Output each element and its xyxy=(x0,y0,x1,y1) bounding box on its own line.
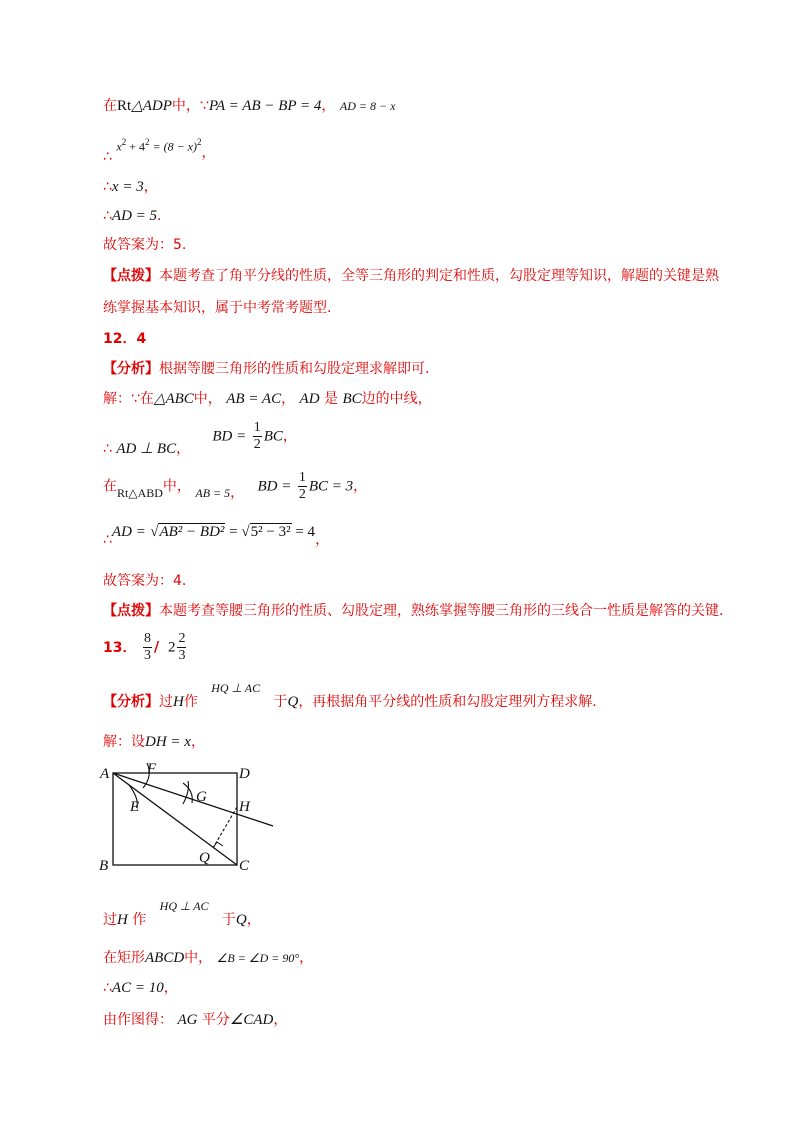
comma: ， xyxy=(299,950,314,966)
therefore-symbol: ∴ xyxy=(103,440,112,457)
frac-den: 2 xyxy=(298,487,306,502)
math-sup: 2 xyxy=(197,137,202,147)
label-f: F xyxy=(147,761,157,777)
comma: ， xyxy=(273,1012,288,1028)
text-zhong: 中， xyxy=(184,950,213,966)
comma: ， xyxy=(143,179,158,195)
solution-label: 解：设 xyxy=(103,734,145,750)
math-ab-5: AB = 5 xyxy=(195,485,231,500)
math-q: Q xyxy=(235,912,247,928)
math-angle-cad: ∠CAD xyxy=(229,1012,274,1028)
comma: ， xyxy=(353,478,368,495)
slash: / xyxy=(153,639,160,656)
math-bc: BC xyxy=(342,391,362,407)
line-rt-adp xyxy=(103,96,395,116)
note-text: 本题考查等腰三角形的性质、勾股定理，熟练掌握等腰三角形的三线合一性质是解答的关键. xyxy=(159,603,724,619)
q13-perp-line xyxy=(103,898,261,928)
text-zai: 在 xyxy=(139,391,154,407)
geometry-figure xyxy=(95,758,285,873)
text-by-construction: 由作图得： xyxy=(103,1012,173,1028)
text-yu: 于 xyxy=(273,694,288,710)
math-ad-eq: AD = 8 − x xyxy=(339,99,396,113)
math-h: H xyxy=(117,912,128,928)
because-symbol: ∵ xyxy=(131,391,140,407)
fraction-8-3 xyxy=(143,631,152,664)
comma: ， xyxy=(282,428,297,445)
label-a: A xyxy=(100,766,110,782)
comma: ， xyxy=(321,98,336,114)
math-triangle-adp: △ADP xyxy=(131,98,172,114)
text-zhong: 中， xyxy=(162,478,191,495)
comma: ， xyxy=(315,532,330,548)
text-zai: 在 xyxy=(103,478,117,495)
math-dh-eq-x: DH = x xyxy=(145,734,191,750)
label-c: C xyxy=(239,858,250,873)
label-d: D xyxy=(239,766,250,782)
math-angles-90: ∠B = ∠D = 90° xyxy=(216,951,300,965)
math-hq-perp-ac: HQ ⊥ AC xyxy=(159,899,209,913)
q13-header xyxy=(103,631,188,664)
answer-5: 故答案为：5. xyxy=(103,237,187,253)
frac-num: 8 xyxy=(143,631,151,646)
math-ad-5: AD = 5 xyxy=(111,208,158,224)
math-sup: 2 xyxy=(121,137,127,147)
analysis-text: ，再根据角平分线的性质和勾股定理列方程求解. xyxy=(298,694,597,710)
frac-den: 2 xyxy=(253,437,261,452)
math-eq-4: = 4 xyxy=(291,524,316,540)
label-e: E xyxy=(130,799,140,815)
note-tag: 【点拨】 xyxy=(103,603,159,619)
fraction-half xyxy=(253,420,262,453)
mixed-whole: 2 xyxy=(167,639,176,656)
therefore-symbol: ∴ xyxy=(103,532,112,548)
q13-bisect-line xyxy=(103,1010,287,1030)
math-pa-eq: PA = AB − BP = 4 xyxy=(208,98,322,114)
q13-analysis xyxy=(103,680,597,710)
label-q: Q xyxy=(199,850,210,866)
math-x-3: x = 3 xyxy=(111,179,144,195)
q12-perp-line xyxy=(103,420,297,457)
note-line-1 xyxy=(103,266,719,286)
analysis-tag: 【分析】 xyxy=(103,361,159,377)
q12-note xyxy=(103,601,723,621)
analysis-text: 根据等腰三角形的性质和勾股定理求解即可. xyxy=(159,361,430,377)
period: . xyxy=(157,208,162,224)
frac-num: 1 xyxy=(253,420,261,435)
comma: ， xyxy=(201,144,216,161)
q13-let-line xyxy=(103,732,205,752)
math-ag: AG xyxy=(177,1012,198,1028)
math-ad-eq: AD = xyxy=(111,524,146,540)
math-plus-4: + 4 xyxy=(126,139,145,154)
math-triangle-abc: △ABC xyxy=(153,391,194,407)
text-guo: 过 xyxy=(159,694,173,710)
comma: ， xyxy=(281,391,296,407)
comma: ， xyxy=(190,734,205,750)
comma: ， xyxy=(230,484,245,501)
text-zhong: 中， xyxy=(193,391,222,407)
answer-4: 故答案为：4. xyxy=(103,573,187,589)
line-x-eq-3 xyxy=(103,177,158,197)
comma: ， xyxy=(176,440,191,457)
line-pythag-eq xyxy=(103,132,216,165)
math-x: x xyxy=(116,139,122,154)
q12-sol-line xyxy=(103,389,432,409)
therefore-symbol: ∴ xyxy=(103,148,112,165)
note-text-1: 本题考查了角平分线的性质，全等三角形的判定和性质，勾股定理等知识，解题的关键是熟 xyxy=(159,268,719,284)
text-guo: 过 xyxy=(103,912,117,928)
text-rect: 在矩形 xyxy=(103,950,145,966)
frac-num: 2 xyxy=(178,631,186,646)
math-ad-perp-bc: AD ⊥ BC xyxy=(116,440,177,457)
comma: ， xyxy=(163,980,178,996)
math-sqrt-ab-bd: AB² − BD² xyxy=(159,524,225,540)
therefore-symbol: ∴ xyxy=(103,179,112,195)
therefore-symbol: ∴ xyxy=(103,980,112,996)
arc-g1 xyxy=(183,781,188,804)
label-g: G xyxy=(196,789,207,805)
math-rt: Rt xyxy=(117,98,132,114)
math-h: H xyxy=(173,694,184,710)
solution-label: 解： xyxy=(103,391,131,407)
math-rt-abd: Rt△ABD xyxy=(117,485,163,500)
math-ac-10: AC = 10 xyxy=(111,980,164,996)
because-symbol: ∵ xyxy=(199,98,209,114)
analysis-tag: 【分析】 xyxy=(103,694,159,710)
line-ad-eq-5 xyxy=(103,206,162,226)
label-b: B xyxy=(99,858,109,873)
math-8-minus-x: = (8 − x) xyxy=(149,139,197,154)
math-ab-eq-ac: AB = AC xyxy=(226,391,282,407)
q13-number: 13． xyxy=(103,639,137,656)
q12-header: 12．4 xyxy=(103,331,147,347)
frac-den: 3 xyxy=(178,648,186,663)
text-median: 边的中线， xyxy=(361,391,432,407)
math-abcd: ABCD xyxy=(145,950,185,966)
text-zuo: 作 xyxy=(183,694,198,710)
frac-num: 1 xyxy=(298,470,306,485)
diagonal-ac xyxy=(113,773,237,865)
math-bd-eq: BD = xyxy=(257,478,292,495)
note-tag: 【点拨】 xyxy=(103,268,159,284)
text-zuo: 作 xyxy=(132,912,147,928)
q12-ad-line: ∴AD = √AB² − BD² = √5² − 3² = 4， xyxy=(103,524,330,548)
note-line-2: 练掌握基本知识，属于中考常考题型. xyxy=(103,300,332,316)
math-sqrt-5-3: 5² − 3² xyxy=(250,524,291,540)
therefore-symbol: ∴ xyxy=(103,208,112,224)
frac-den: 3 xyxy=(143,648,151,663)
math-hq-perp-ac: HQ ⊥ AC xyxy=(211,681,261,695)
comma: ， xyxy=(246,912,261,928)
text-zhong: 中， xyxy=(171,98,200,114)
math-eq: = xyxy=(225,524,242,540)
math-bc: BC xyxy=(263,428,283,445)
math-bc-3: BC = 3 xyxy=(308,478,354,495)
math-bd-eq: BD = xyxy=(212,428,247,445)
q12-rt-line xyxy=(103,470,367,503)
text-shi: 是 xyxy=(324,391,338,407)
q13-ac-line xyxy=(103,978,178,998)
text-bisect: 平分 xyxy=(201,1012,230,1028)
right-angle-mark xyxy=(213,842,223,848)
q12-analysis xyxy=(103,359,429,379)
q13-rect-line xyxy=(103,948,313,968)
math-q: Q xyxy=(287,694,299,710)
fraction-half xyxy=(298,470,307,503)
label-h: H xyxy=(239,799,250,815)
text-yu: 于 xyxy=(221,912,236,928)
text-zai: 在 xyxy=(103,98,117,114)
math-sup: 2 xyxy=(144,137,150,147)
fraction-2-3 xyxy=(177,631,186,664)
math-ad: AD xyxy=(299,391,320,407)
